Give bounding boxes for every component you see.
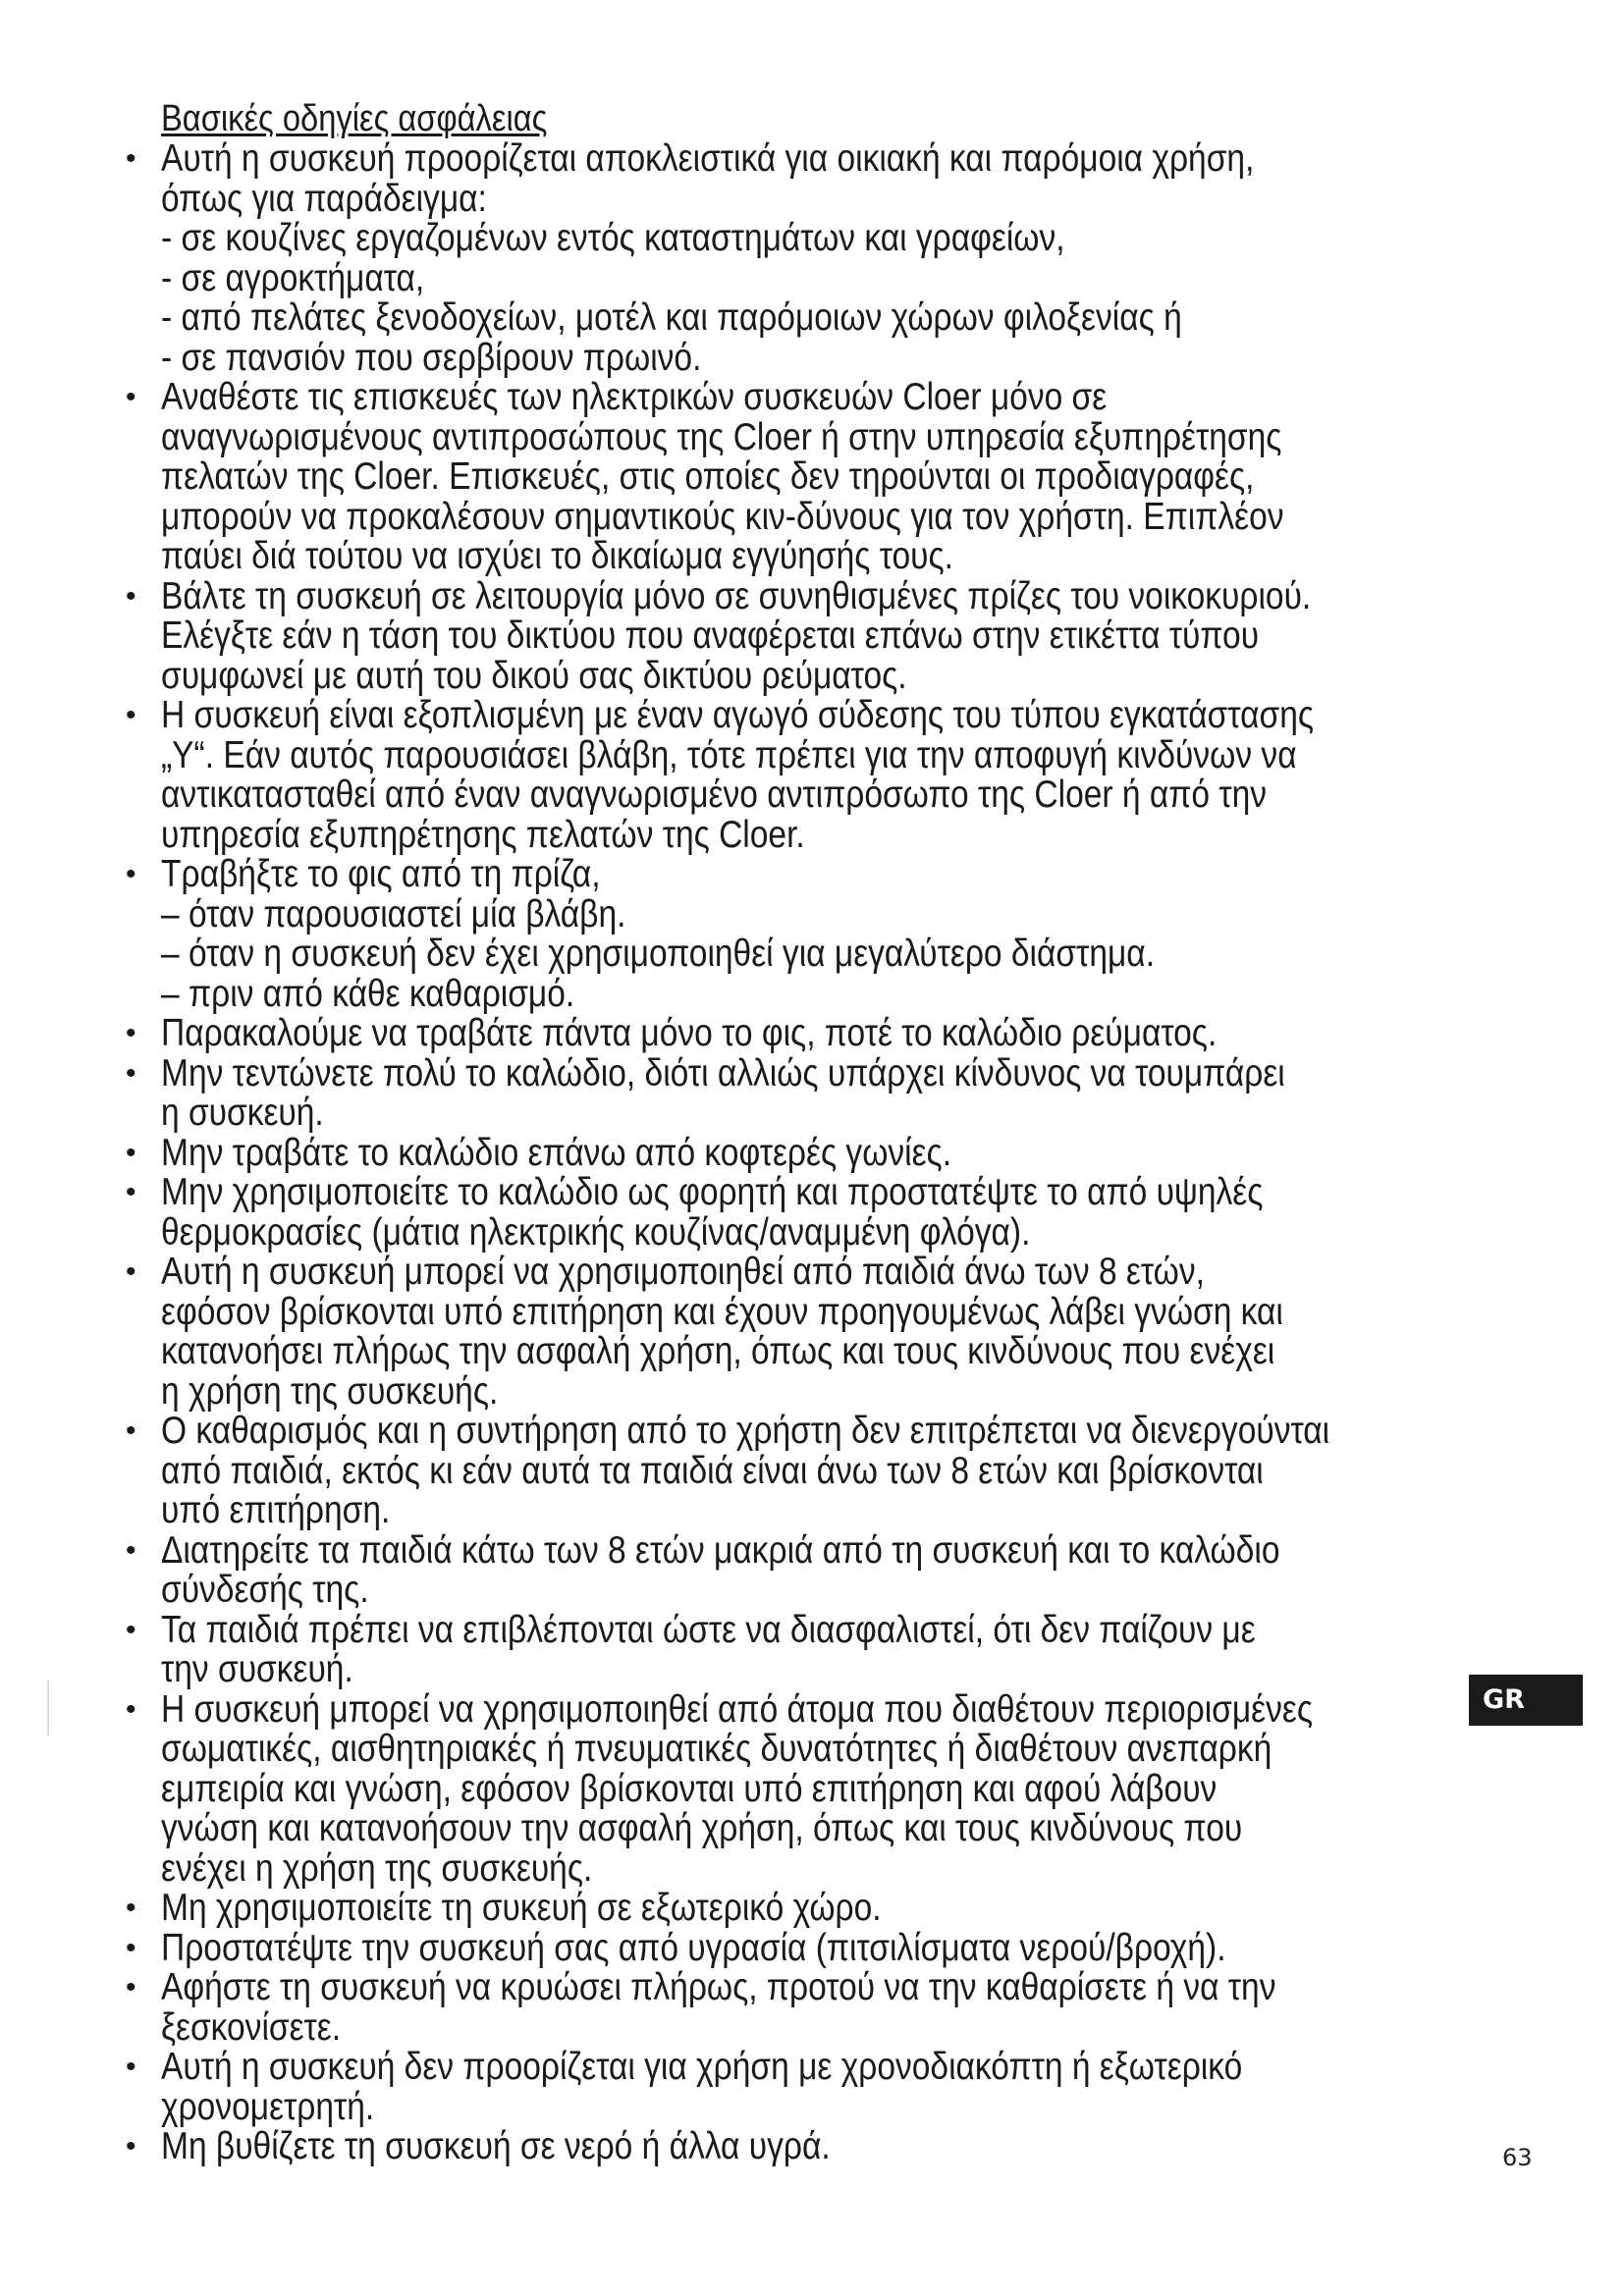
instruction-text-line: Αναθέστε τις επισκευές των ηλεκτρικών συσκευών Cloer μόνο σε xyxy=(161,376,1108,418)
instruction-text-line: Μην τεντώνετε πολύ το καλώδιο, διότι αλλιώς υπάρχει κίνδυνος να τουμπάρει xyxy=(161,1051,1285,1095)
instruction-text-line: „Y“. Εάν αυτός παρουσιάσει βλάβη, τότε πρέπει για την αποφυγή κινδύνων να xyxy=(161,733,1297,776)
list-item xyxy=(118,378,1532,577)
list-item xyxy=(118,1926,1532,1969)
instruction-text-line: Τραβήξτε το φις από τη πρίζα, xyxy=(161,853,601,895)
bullet-icon: • xyxy=(126,1017,136,1049)
list-item xyxy=(118,2127,1532,2167)
list-item xyxy=(118,855,1532,1014)
bullet-icon: • xyxy=(126,1136,136,1169)
instruction-text-line: Προστατέψτε την συσκευή σας από υγρασία (πιτσιλίσματα νερού/βροχή). xyxy=(161,1926,1226,1969)
instruction-text-line: Μη χρησιμοποιείτε τη συκευή σε εξωτερικό χώρο. xyxy=(161,1887,882,1929)
bullet-icon: • xyxy=(126,1692,136,1726)
instruction-text-line: ενέχει η χρήση της συσκευής. xyxy=(161,1846,593,1890)
bullet-icon: • xyxy=(126,1056,136,1090)
bullet-icon: • xyxy=(126,2130,136,2163)
instruction-text-line: Η συσκευή είναι εξοπλισμένη με έναν αγωγό σύδεσης του τύπου εγκατάστασης xyxy=(161,694,1315,736)
list-item xyxy=(118,1968,1532,2048)
bullet-icon: • xyxy=(126,579,136,613)
instruction-text-line: - σε αγροκτήματα, xyxy=(161,256,425,299)
list-item xyxy=(118,1412,1532,1531)
instruction-text-line: σωματικές, αισθητηριακές ή πνευματικές δυνατότητες ή διαθέτουν ανεπαρκή xyxy=(161,1728,1272,1770)
instruction-text-line: αναγνωρισμένους αντιπροσώπους της Cloer ή στην υπηρεσία εξυπηρέτησης xyxy=(161,415,1282,458)
list-item xyxy=(118,1014,1532,1054)
list-item xyxy=(118,1528,1532,1611)
instruction-text-line: Παρακαλούμε να τραβάτε πάντα μόνο το φις, ποτέ το καλώδιο ρεύματος. xyxy=(161,1012,1218,1054)
instruction-text-line: όπως για παράδειγμα: xyxy=(161,177,487,220)
bullet-icon: • xyxy=(126,142,136,175)
bullet-icon: • xyxy=(126,1533,136,1567)
instruction-text-line: χρονομετρητή. xyxy=(161,2085,375,2128)
list-item xyxy=(118,696,1532,855)
instruction-text-line: Αυτή η συσκευή δεν προορίζεται για χρήση με χρονοδιακόπτη ή εξωτερικό xyxy=(161,2046,1243,2088)
list-item xyxy=(118,1131,1532,1174)
instruction-text-line: - σε πανσιόν που σερβίρουν πρωινό. xyxy=(161,336,702,379)
page-number: 63 xyxy=(1502,2144,1533,2171)
list-item xyxy=(118,139,1532,378)
list-item xyxy=(118,1051,1532,1134)
safety-instructions-list xyxy=(118,139,1532,2167)
instruction-text-line: Μην χρησιμοποιείτε το καλώδιο ως φορητή και προστατέψτε το από υψηλές xyxy=(161,1171,1264,1213)
instruction-text-line: την συσκευή. xyxy=(161,1648,353,1690)
list-item xyxy=(118,1608,1532,1690)
instruction-text-line: - από πελάτες ξενοδοχείων, μοτέλ και παρόμοιων χώρων φιλοξενίας ή xyxy=(161,296,1182,339)
list-item xyxy=(118,2048,1532,2127)
list-item xyxy=(118,1687,1532,1890)
instruction-text-line: μπορούν να προκαλέσουν σημαντικούς κιν-δύνους για τον χρήστη. Επιπλέον xyxy=(161,495,1284,538)
instruction-text-line: πελατών της Cloer. Επισκευές, στις οποίες δεν τηρούνται οι προδιαγραφές, xyxy=(161,455,1255,498)
bullet-icon: • xyxy=(126,699,136,731)
instruction-text-line: Αυτή η συσκευή μπορεί να χρησιμοποιηθεί από παιδιά άνω των 8 ετών, xyxy=(161,1251,1205,1293)
list-item xyxy=(118,574,1532,697)
instruction-text-line: θερμοκρασίες (μάτια ηλεκτρικής κουζίνας/αναμμένη φλόγα). xyxy=(161,1210,1031,1254)
instruction-text-line: – όταν η συσκευή δεν έχει χρησιμοποιηθεί για μεγαλύτερο διάστημα. xyxy=(161,933,1156,975)
instruction-text-line: Η συσκευή μπορεί να χρησιμοποιηθεί από άτομα που διαθέτουν περιορισμένες xyxy=(161,1687,1314,1731)
bullet-icon: • xyxy=(126,1176,136,1208)
instruction-text-line: αντικατασταθεί από έναν αναγνωρισμένο αντιπρόσωπο της Cloer ή από την xyxy=(161,774,1268,816)
bullet-icon: • xyxy=(126,1613,136,1646)
instruction-text-line: Τα παιδιά πρέπει να επιβλέπονται ώστε να διασφαλιστεί, ότι δεν παίζουν με xyxy=(161,1608,1256,1651)
list-item xyxy=(118,1889,1532,1929)
list-item xyxy=(118,1173,1532,1253)
instruction-text-line: – όταν παρουσιαστεί μία βλάβη. xyxy=(161,892,626,935)
instruction-text-line: Ο καθαρισμός και η συντήρηση από το χρήστη δεν επιτρέπεται να διενεργούνται xyxy=(161,1410,1330,1452)
margin-rule xyxy=(47,1681,49,1735)
instruction-text-line: παύει διά τούτου να ισχύει το δικαίωμα εγγύησής τους. xyxy=(161,535,953,577)
bullet-icon: • xyxy=(126,858,136,890)
instruction-text-line: Αφήστε τη συσκευή να κρυώσει πλήρως, προτού να την καθαρίσετε ή να την xyxy=(161,1966,1276,2008)
instruction-text-line: υπό επιτήρηση. xyxy=(161,1489,391,1531)
instruction-text-line: σύνδεσής της. xyxy=(161,1569,369,1611)
instruction-text-line: Βάλτε τη συσκευή σε λειτουργία μόνο σε συνηθισμένες πρίζες του νοικοκυριού. xyxy=(161,574,1312,617)
safety-section xyxy=(118,98,1532,2167)
instruction-text-line: Μη βυθίζετε τη συσκευή σε νερό ή άλλα υγρά. xyxy=(161,2125,831,2167)
instruction-text-line: Μην τραβάτε το καλώδιο επάνω από κοφτερές γωνίες. xyxy=(161,1131,952,1174)
instruction-text-line: – πριν από κάθε καθαρισμό. xyxy=(161,972,575,1015)
bullet-icon: • xyxy=(126,2051,136,2083)
bullet-icon: • xyxy=(126,1931,136,1964)
language-tab: GR xyxy=(1469,1675,1583,1726)
instruction-text-line: συμφωνεί με αυτή του δικού σας δικτύου ρεύματος. xyxy=(161,654,907,697)
instruction-text-line: Ελέγξτε εάν η τάση του δικτύου που αναφέρεται επάνω στην ετικέττα τύπου xyxy=(161,614,1260,657)
bullet-icon: • xyxy=(126,1892,136,1924)
instruction-text-line: - σε κουζίνες εργαζομένων εντός καταστημάτων και γραφείων, xyxy=(161,217,1065,259)
bullet-icon: • xyxy=(126,1255,136,1288)
list-item xyxy=(118,1253,1532,1412)
instruction-text-line: εφόσον βρίσκονται υπό επιτήρηση και έχουν προηγουμένως λάβει γνώση και xyxy=(161,1290,1283,1333)
instruction-text-line: Διατηρείτε τα παιδιά κάτω των 8 ετών μακριά από τη συσκευή και το καλώδιο xyxy=(161,1528,1280,1572)
bullet-icon: • xyxy=(126,1971,136,2003)
bullet-icon: • xyxy=(126,1415,136,1447)
instruction-text-line: υπηρεσία εξυπηρέτησης πελατών της Cloer. xyxy=(161,813,805,856)
instruction-text-line: ξεσκονίσετε. xyxy=(161,2005,342,2049)
instruction-text-line: Αυτή η συσκευή προορίζεται αποκλειστικά για οικιακή και παρόμοια χρήση, xyxy=(161,137,1255,180)
instruction-text-line: από παιδιά, εκτός κι εάν αυτά τα παιδιά είναι άνω των 8 ετών και βρίσκονται xyxy=(161,1449,1264,1492)
section-heading: Βασικές οδηγίες ασφάλειας xyxy=(161,98,548,139)
bullet-icon: • xyxy=(126,381,136,413)
instruction-text-line: εμπειρία και γνώση, εφόσον βρίσκονται υπό επιτήρηση και αφού λάβουν xyxy=(161,1767,1218,1810)
instruction-text-line: κατανοήσει πλήρως την ασφαλή χρήση, όπως και τους κινδύνους που ενέχει xyxy=(161,1330,1275,1372)
instruction-text-line: γνώση και κατανοήσουν την ασφαλή χρήση, όπως και τους κινδύνους που xyxy=(161,1807,1243,1849)
instruction-text-line: η συσκευή. xyxy=(161,1092,324,1134)
instruction-text-line: η χρήση της συσκευής. xyxy=(161,1369,499,1413)
